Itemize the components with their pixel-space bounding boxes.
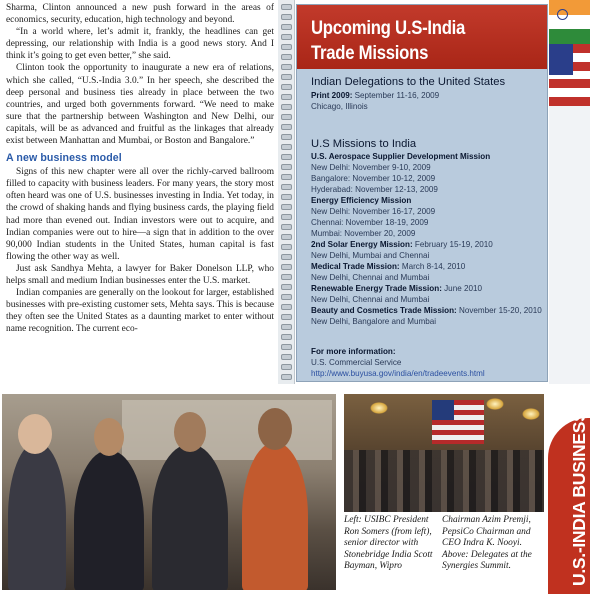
binder-spine [278, 0, 295, 384]
mission-row [311, 206, 543, 217]
mission-row [311, 239, 543, 250]
india-flag-icon [549, 0, 590, 44]
mission-row [311, 261, 543, 272]
article-paragraph: Signs of this new chapter were all over the richly-carved ballroom filled to capacity with business leaders. For many years, the story most often heard was one of U.S. businesses investing in India. Yet today, in the crowd of shaking hands and flying business cards, the playing field had more than evened out. Indian investors were out to acquire, and Indian companies were out to hire—a sign that in addition to the over 90,000 Indian students in the United States, human capital is fast flowing the other way as well. [6, 167, 274, 262]
mission-text: November 15-20, 2010 [456, 306, 542, 315]
binder-ring-icon [281, 314, 292, 320]
binder-ring-icon [281, 374, 292, 380]
mission-row [311, 316, 543, 327]
binder-ring-icon [281, 14, 292, 20]
binder-ring-icon [281, 44, 292, 50]
mission-text: February 15-19, 2010 [412, 240, 493, 249]
binder-ring-icon [281, 134, 292, 140]
binder-ring-icon [281, 74, 292, 80]
binder-ring-icon [281, 24, 292, 30]
binder-ring-icon [281, 234, 292, 240]
binder-ring-icon [281, 164, 292, 170]
mission-row [311, 173, 543, 184]
mission-row [311, 305, 543, 316]
leaders-photo [2, 394, 336, 590]
binder-ring-icon [281, 204, 292, 210]
binder-ring-icon [281, 4, 292, 10]
binder-ring-icon [281, 294, 292, 300]
binder-ring-icon [281, 334, 292, 340]
binder-ring-icon [281, 274, 292, 280]
binder-ring-icon [281, 34, 292, 40]
binder-ring-icon [281, 194, 292, 200]
flag-strip [549, 0, 590, 384]
mission-row [311, 217, 543, 228]
photo-caption-left: Left: USIBC President Ron Somers (from left), senior director with Stonebridge India Scott Bayman, Wipro [344, 515, 433, 572]
delegation-row [311, 101, 543, 112]
mission-row [311, 272, 543, 283]
mission-row [311, 228, 543, 239]
binder-ring-icon [281, 364, 292, 370]
more-info-link[interactable]: http://www.buyusa.gov/india/en/tradeevents.html [311, 369, 485, 378]
binder-ring-icon [281, 154, 292, 160]
more-info-org: U.S. Commercial Service [311, 358, 402, 367]
section-tab [548, 410, 590, 594]
binder-ring-icon [281, 284, 292, 290]
binder-ring-icon [281, 94, 292, 100]
article-paragraph: Clinton took the opportunity to inaugurate a new era of relations, which she called, “U.S.-India 3.0.” In her speech, she described the deep personal and business ties already in place between the two countries, and urged both governments forward. “We need to make sure that the partnership between Washington and New Delhi, our capitals, will be as advanced and fruitful as the linkages that already exist between Manhattan and Mumbai, or Boston and Bangalore.” [6, 63, 274, 147]
binder-ring-icon [281, 264, 292, 270]
mission-row [311, 294, 543, 305]
binder-ring-icon [281, 84, 292, 90]
binder-ring-icon [281, 64, 292, 70]
delegation-row [311, 90, 543, 101]
article-paragraph: “In a world where, let’s admit it, frankly, the headlines can get depressing, our relationship with India is a good news story. And I think it’s going to get even better,” she said. [6, 27, 274, 62]
binder-ring-icon [281, 104, 292, 110]
mission-text: March 8-14, 2010 [399, 262, 466, 271]
article-paragraph: Indian companies are generally on the lookout for larger, established businesses with pre-existing customer sets, Mehta says. This is because they often see the United States as a daunting market to enter without name recognition. The current eco- [6, 288, 274, 335]
mission-label: Beauty and Cosmetics Trade Mission: [311, 306, 457, 315]
more-info-label: For more information: [311, 347, 396, 356]
missions-heading: U.S Missions to India [311, 138, 417, 150]
binder-ring-icon [281, 304, 292, 310]
mission-row [311, 151, 543, 162]
article-paragraph: Sharma, Clinton announced a new push forward in the areas of economics, security, education, high technology and beyond. [6, 3, 274, 26]
binder-ring-icon [281, 224, 292, 230]
section-tab-label: U.S.-INDIA BUSINESS [569, 410, 589, 586]
sidebar-header [297, 5, 547, 69]
delegation-text: September 11-16, 2009 [352, 91, 440, 100]
binder-ring-icon [281, 54, 292, 60]
trade-missions-sidebar [296, 4, 548, 382]
binder-ring-icon [281, 144, 292, 150]
mission-text: June 2010 [441, 284, 482, 293]
binder-ring-icon [281, 344, 292, 350]
mission-text: Hyderabad: November 12-13, 2009 [311, 185, 438, 194]
mission-text: New Delhi, Chennai and Mumbai [311, 295, 430, 304]
article-column [6, 2, 274, 335]
binder-ring-icon [281, 324, 292, 330]
mission-text: New Delhi, Bangalore and Mumbai [311, 317, 437, 326]
mission-row [311, 195, 543, 206]
mission-text: New Delhi: November 16-17, 2009 [311, 207, 436, 216]
mission-text: New Delhi, Mumbai and Chennai [311, 251, 430, 260]
binder-ring-icon [281, 184, 292, 190]
section-heading: A new business model [6, 152, 122, 165]
delegations-heading: Indian Delegations to the United States [311, 76, 506, 88]
mission-text: Chennai: November 18-19, 2009 [311, 218, 429, 227]
delegation-label: Print 2009: [311, 91, 353, 100]
mission-label: Medical Trade Mission: [311, 262, 400, 271]
us-flag-icon [549, 44, 590, 106]
mission-label: Renewable Energy Trade Mission: [311, 284, 442, 293]
mission-text: Bangalore: November 10-12, 2009 [311, 174, 436, 183]
binder-ring-icon [281, 114, 292, 120]
mission-row [311, 283, 543, 294]
binder-ring-icon [281, 174, 292, 180]
mission-text: New Delhi, Chennai and Mumbai [311, 273, 430, 282]
mission-row [311, 184, 543, 195]
missions-list [311, 151, 543, 327]
sidebar-title-line2: Trade Missions [311, 43, 429, 64]
mission-label: Energy Efficiency Mission [311, 196, 412, 205]
mission-text: Mumbai: November 20, 2009 [311, 229, 416, 238]
binder-ring-icon [281, 214, 292, 220]
sidebar-title-line1: Upcoming U.S-India [311, 18, 466, 39]
mission-label: U.S. Aerospace Supplier Development Mission [311, 152, 491, 161]
mission-row [311, 250, 543, 261]
binder-ring-icon [281, 244, 292, 250]
binder-ring-icon [281, 354, 292, 360]
binder-ring-icon [281, 254, 292, 260]
sidebar-body [311, 75, 543, 379]
delegates-photo [344, 394, 544, 512]
delegations-list [311, 90, 543, 112]
mission-row [311, 162, 543, 173]
mission-text: New Delhi: November 9-10, 2009 [311, 163, 431, 172]
article-paragraph: Just ask Sandhya Mehta, a lawyer for Baker Donelson LLP, who helps small and medium Indian businesses enter the U.S. market. [6, 263, 274, 286]
mission-label: 2nd Solar Energy Mission: [311, 240, 413, 249]
binder-ring-icon [281, 124, 292, 130]
delegation-text: Chicago, Illinois [311, 102, 368, 111]
photo-caption-right: Chairman Azim Premji, PepsiCo Chairman and CEO Indra K. Nooyi. Above: Delegates at the Synergies Summit. [442, 515, 532, 572]
